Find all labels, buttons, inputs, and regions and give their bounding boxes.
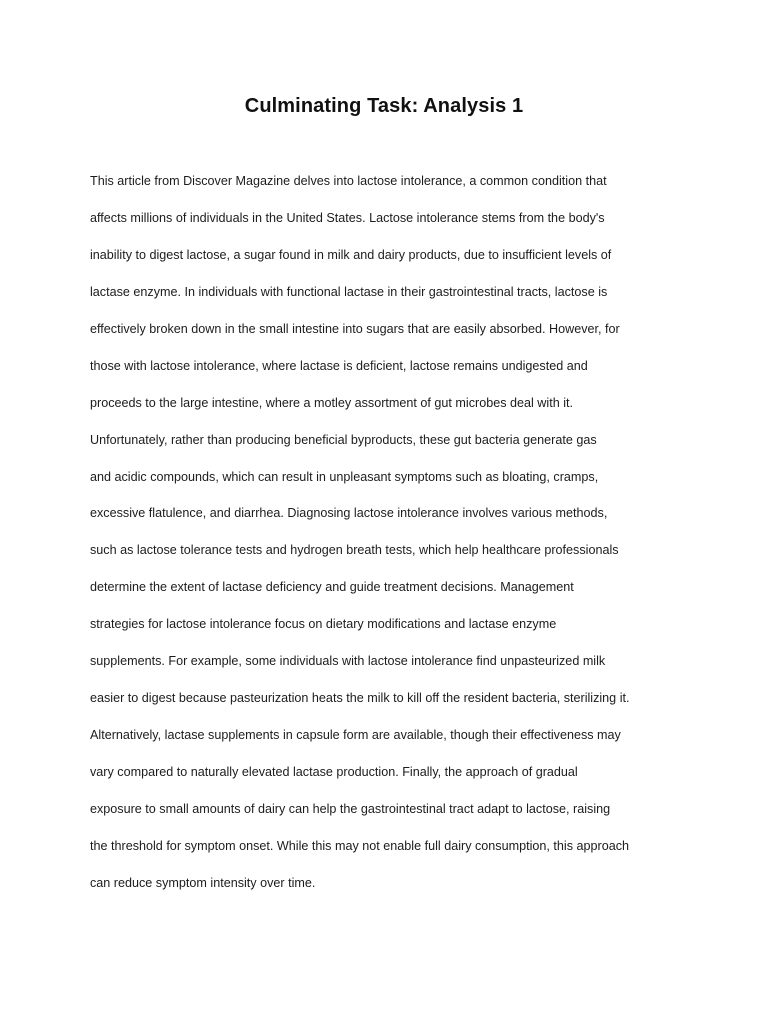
text-line: affects millions of individuals in the United States. Lactose intolerance stems from the body's (90, 210, 605, 225)
text-line: lactase enzyme. In individuals with functional lactase in their gastrointestinal tracts, lactose is (90, 284, 608, 299)
text-line: supplements. For example, some individuals with lactose intolerance find unpasteurized milk (90, 654, 606, 669)
text-line: the threshold for symptom onset. While this may not enable full dairy consumption, this approach (90, 838, 630, 853)
text-line: exposure to small amounts of dairy can help the gastrointestinal tract adapt to lactose, raising (90, 801, 611, 816)
text-line: strategies for lactose intolerance focus on dietary modifications and lactase enzyme (90, 617, 557, 632)
text-line: can reduce symptom intensity over time. (90, 875, 316, 890)
text-line: This article from Discover Magazine delves into lactose intolerance, a common condition that (90, 174, 607, 188)
page-title: Culminating Task: Analysis 1 (244, 95, 524, 117)
text-line: vary compared to naturally elevated lactase production. Finally, the approach of gradual (90, 765, 578, 779)
text-line: Alternatively, lactase supplements in capsule form are available, though their effectiveness may (90, 728, 621, 743)
text-line: determine the extent of lactase deficiency and guide treatment decisions. Management (90, 580, 574, 595)
body-paragraph (90, 171, 690, 910)
text-line: easier to digest because pasteurization heats the milk to kill off the resident bacteria, sterilizing it. (90, 691, 630, 706)
text-line: such as lactose tolerance tests and hydrogen breath tests, which help healthcare professionals (90, 543, 619, 558)
text-line: those with lactose intolerance, where lactase is deficient, lactose remains undigested and (90, 358, 588, 373)
text-line: proceeds to the large intestine, where a motley assortment of gut microbes deal with it. (90, 395, 574, 410)
text-line: excessive flatulence, and diarrhea. Diagnosing lactose intolerance involves various methods, (90, 506, 608, 521)
text-line: effectively broken down in the small intestine into sugars that are easily absorbed. However, for (90, 321, 620, 336)
text-line: Unfortunately, rather than producing beneficial byproducts, these gut bacteria generate gas (90, 432, 597, 447)
text-line: inability to digest lactose, a sugar found in milk and dairy products, due to insufficient levels of (90, 247, 612, 262)
text-line: and acidic compounds, which can result in unpleasant symptoms such as bloating, cramps, (90, 469, 599, 484)
